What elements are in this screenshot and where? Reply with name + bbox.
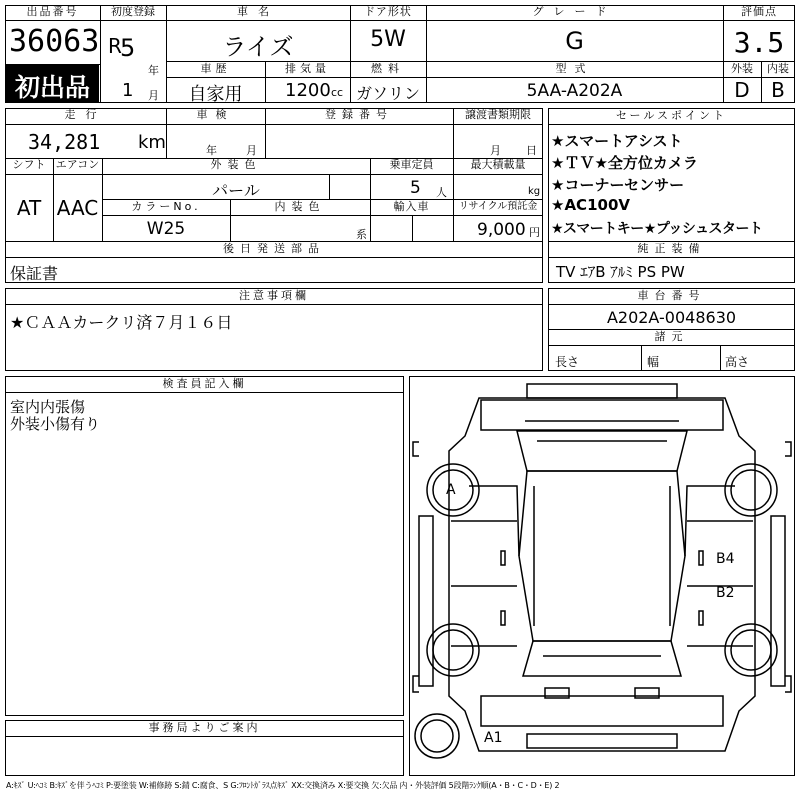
color-number-label: カラーNo. bbox=[131, 200, 201, 213]
car-name-label: 車名 bbox=[237, 5, 279, 18]
registration-year: 5 bbox=[120, 34, 136, 62]
aircon-label: エアコン bbox=[55, 158, 100, 171]
history-label: 車歴 bbox=[200, 62, 231, 75]
score-label: 評価点 bbox=[741, 5, 777, 18]
registration-era: R bbox=[108, 34, 122, 58]
color-number: W25 bbox=[146, 219, 186, 239]
model-label: 型式 bbox=[555, 62, 594, 75]
year-unit: 年 bbox=[148, 64, 159, 77]
damage-mark: A bbox=[446, 482, 456, 498]
displacement-label: 排気量 bbox=[285, 62, 330, 75]
legend: A:ｷｽﾞ U:ﾍｺﾐ B:ｷｽﾞを伴うﾍｺﾐ P:要塗装 W:補修跡 S:錆 C:腐食、S G:ﾌﾛﾝﾄｶﾞﾗｽ点ｷｽﾞ XX:交換済み X:要交換 欠:欠品 内・外装評価 5段階ﾗﾝｸ順(A・B・C・D・E) 2 bbox=[6, 781, 560, 790]
fuel-type: ガソリン bbox=[355, 84, 420, 103]
parts-value: 保証書 bbox=[10, 264, 59, 283]
interior-color-suffix: 系 bbox=[356, 228, 367, 241]
inspector-note: 室内内張傷 bbox=[10, 398, 86, 416]
car-diagram bbox=[409, 376, 795, 776]
equipment-label: 純正装備 bbox=[637, 242, 706, 255]
damage-mark: B2 bbox=[716, 585, 735, 601]
car-name: ライズ bbox=[222, 33, 294, 61]
notes-label: 注意事項欄 bbox=[239, 289, 309, 302]
exterior-grade: D bbox=[734, 78, 750, 102]
displacement: 1200 bbox=[285, 80, 331, 101]
inspection-month-unit: 月 bbox=[246, 144, 257, 157]
person-unit: 人 bbox=[436, 186, 447, 199]
inspector-note: 外装小傷有り bbox=[10, 415, 101, 433]
inspection-year-unit: 年 bbox=[206, 144, 217, 157]
evaluation-score: 3.5 bbox=[733, 26, 785, 59]
import-label: 輸入車 bbox=[393, 200, 430, 213]
interior-grade: B bbox=[771, 78, 785, 102]
sales-point-item: ★コーナーセンサー bbox=[551, 176, 685, 194]
capacity: 5 bbox=[410, 178, 421, 198]
damage-mark: A1 bbox=[484, 730, 503, 746]
grade-value: G bbox=[565, 27, 584, 55]
fuel-label: 燃料 bbox=[371, 62, 405, 75]
lot-number-label: 出品番号 bbox=[26, 5, 79, 18]
inspector-label: 検査員記入欄 bbox=[162, 377, 247, 390]
door-type: 5W bbox=[370, 27, 406, 52]
parts-label: 後日発送部品 bbox=[223, 242, 325, 255]
height-label: 高さ bbox=[725, 355, 750, 369]
transfer-day-unit: 日 bbox=[526, 144, 537, 157]
capacity-label: 乗車定員 bbox=[389, 158, 434, 171]
yen-unit: 円 bbox=[529, 226, 540, 239]
damage-mark: B4 bbox=[716, 551, 735, 567]
sales-point-item: ★ＴＶ★全方位カメラ bbox=[551, 154, 698, 172]
door-label: ドア形状 bbox=[364, 5, 412, 18]
sales-point-item: ★スマートキー★プッシュスタート bbox=[551, 221, 763, 237]
max-load-label: 最大積載量 bbox=[470, 158, 526, 171]
length-label: 長さ bbox=[555, 355, 580, 369]
office-label: 事務局よりご案内 bbox=[148, 721, 261, 734]
chassis-number: A202A-0048630 bbox=[606, 308, 737, 327]
lot-number: 36063 bbox=[9, 24, 100, 59]
recycle-label: リサイクル預託金 bbox=[458, 201, 538, 212]
recycle-fee: 9,000 bbox=[477, 220, 526, 240]
aircon-value: AAC bbox=[56, 196, 99, 220]
km-unit: km bbox=[138, 132, 166, 153]
interior-label: 内装 bbox=[767, 62, 789, 75]
exterior-color-label: 外装色 bbox=[210, 158, 262, 171]
mileage-label: 走行 bbox=[64, 108, 107, 121]
month-unit: 月 bbox=[148, 89, 159, 102]
sales-point-item: ★AC100V bbox=[551, 196, 630, 214]
kg-unit: kg bbox=[528, 186, 541, 197]
width-label: 幅 bbox=[647, 355, 660, 369]
first-registration-label: 初度登録 bbox=[111, 5, 155, 18]
transfer-deadline-label: 譲渡書類期限 bbox=[465, 108, 531, 121]
cc-unit: cc bbox=[331, 86, 344, 99]
registration-month: 1 bbox=[122, 80, 134, 101]
first-listing-text: 初出品 bbox=[14, 73, 90, 102]
shift-value: AT bbox=[16, 196, 42, 220]
inspection-label: 車検 bbox=[196, 108, 235, 121]
dimensions-label: 諸元 bbox=[654, 330, 689, 343]
mileage: 34,281 bbox=[28, 130, 101, 154]
registration-number-label: 登録番号 bbox=[325, 108, 393, 121]
interior-color-label: 内装色 bbox=[274, 200, 326, 213]
grade-label: グレード bbox=[532, 5, 617, 18]
exterior-color: パール bbox=[212, 181, 260, 200]
exterior-label: 外装 bbox=[731, 62, 753, 75]
sales-point-item: ★スマートアシスト bbox=[551, 132, 683, 150]
sales-points-label: セールスポイント bbox=[615, 109, 727, 122]
chassis-label: 車台番号 bbox=[637, 289, 706, 302]
car-history: 自家用 bbox=[188, 84, 243, 105]
model-code: 5AA-A202A bbox=[526, 81, 623, 101]
notes-value: ★ＣＡＡカークリ済７月１６日 bbox=[10, 313, 233, 332]
transfer-month-unit: 月 bbox=[490, 144, 501, 157]
shift-label: シフト bbox=[12, 158, 46, 171]
equipment-value: TV ｴｱB ｱﾙﾐ PS PW bbox=[556, 263, 685, 281]
